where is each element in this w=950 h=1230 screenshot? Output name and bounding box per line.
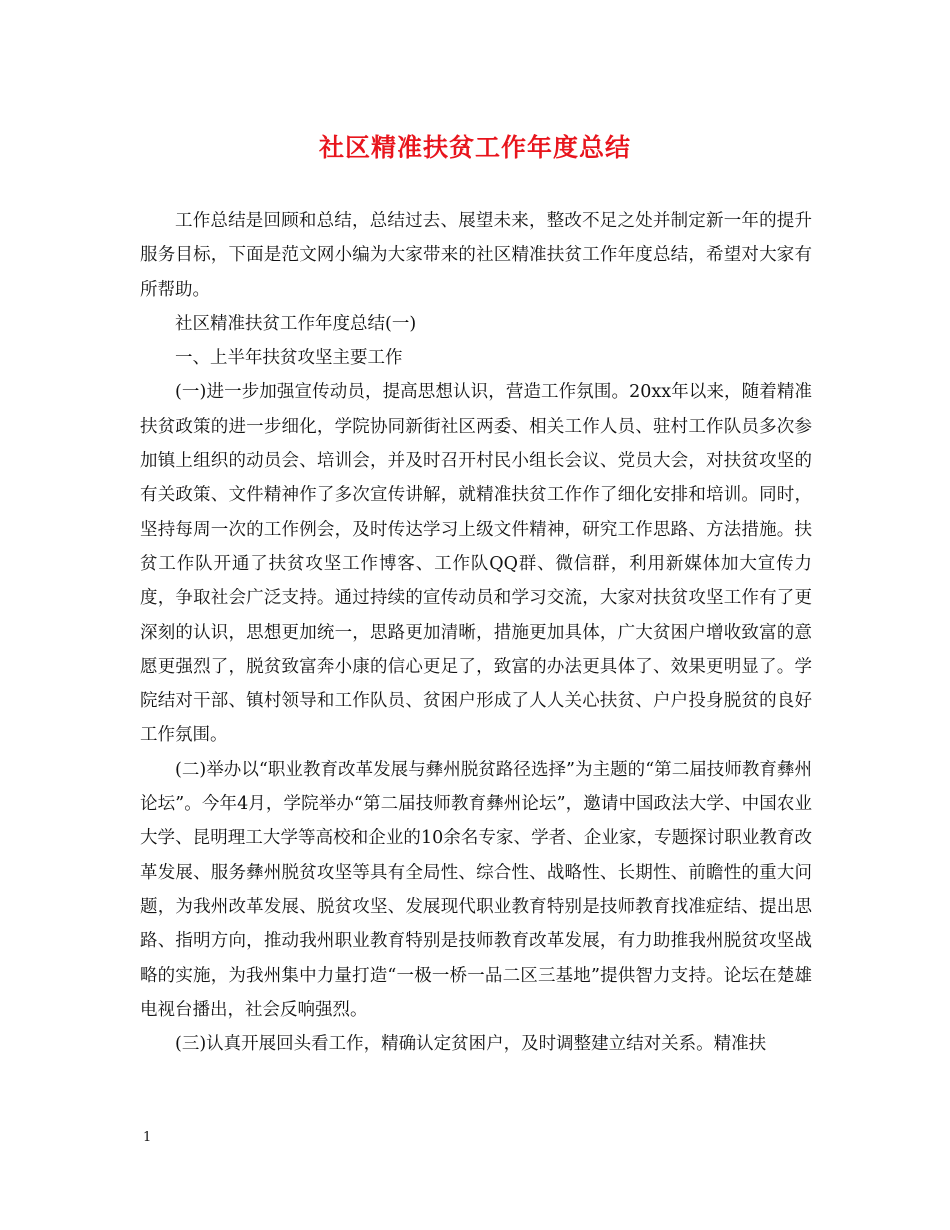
section-heading: 社区精准扶贫工作年度总结(一) — [175, 313, 417, 334]
intro-paragraph: 工作总结是回顾和总结，总结过去、展望未来，整改不足之处并制定新一年的提升服务目标，下面是范文网小编为大家带来的社区精准扶贫工作年度总结，希望对大家有所帮助。 — [140, 211, 812, 300]
body-paragraph: (三)认真开展回头看工作，精确认定贫困户，及时调整建立结对关系。精准扶 — [175, 1034, 767, 1055]
page-number: 1 — [143, 1130, 152, 1145]
subsection-heading: 一、上半年扶贫攻坚主要工作 — [175, 348, 403, 369]
body-paragraph: (二)举办以“职业教育改革发展与彝州脱贫路径选择”为主题的“第二届技师教育彝州论坛”。今年4月，学院举办“第二届技师教育彝州论坛”，邀请中国政法大学、中国农业大学、昆明理工大学等高校和企业的10余名专家、学者、企业家，专题探讨职业教育改革发展、服务彝州脱贫攻坚等具有全局性、综合性、战略性、长期性、前瞻性的重大问题，为我州改革发展、脱贫攻坚、发展现代职业教育特别是技师教育找准症结、提出思路、指明方向，推动我州职业教育特别是技师教育改革发展，有力助推我州脱贫攻坚战略的实施，为我州集中力量打造“一极一桥一品二区三基地”提供智力支持。论坛在楚雄电视台播出，社会反响强烈。 — [140, 759, 812, 1020]
document-body — [140, 204, 812, 1061]
body-paragraph: (一)进一步加强宣传动员，提高思想认识，营造工作氛围。20xx年以来，随着精准扶贫政策的进一步细化，学院协同新街社区两委、相关工作人员、驻村工作队员多次参加镇上组织的动员会、培训会，并及时召开村民小组长会议、党员大会，对扶贫攻坚的有关政策、文件精神作了多次宣传讲解，就精准扶贫工作作了细化安排和培训。同时，坚持每周一次的工作例会，及时传达学习上级文件精神，研究工作思路、方法措施。扶贫工作队开通了扶贫攻坚工作博客、工作队QQ群、微信群，利用新媒体加大宣传力度，争取社会广泛支持。通过持续的宣传动员和学习交流，大家对扶贫攻坚工作有了更深刻的认识，思想更加统一，思路更加清晰，措施更加具体，广大贫困户增收致富的意愿更强烈了，脱贫致富奔小康的信心更足了，致富的办法更具体了、效果更明显了。学院结对干部、镇村领导和工作队员、贫困户形成了人人关心扶贫、户户投身脱贫的良好工作氛围。 — [140, 382, 812, 746]
document-title: 社区精准扶贫工作年度总结 — [318, 133, 631, 162]
